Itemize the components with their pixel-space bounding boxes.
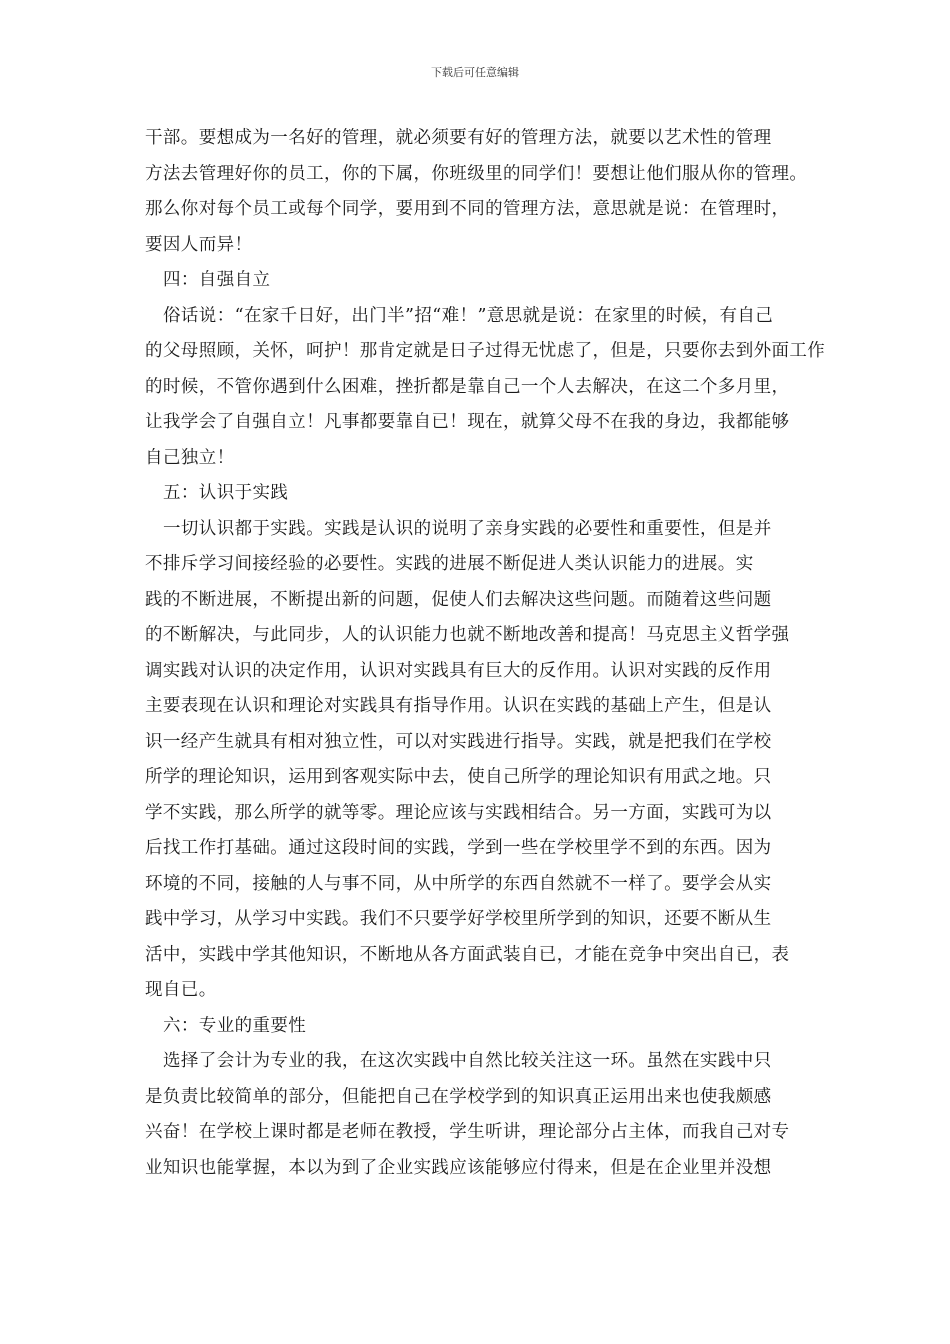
document-body: [145, 121, 825, 1186]
text-line: 调实践对认识的决定作用，认识对实践具有巨大的反作用。认识对实践的反作用: [145, 660, 772, 681]
text-line: 俗话说：“在家千日好，出门半”招“难！”意思就是说：在家里的时候，有自己: [163, 305, 774, 326]
text-line: 现自已。: [145, 980, 217, 1000]
text-line: 后找工作打基础。通过这段时间的实践，学到一些在学校里学不到的东西。因为: [145, 838, 772, 858]
text-line: 业知识也能掌握，本以为到了企业实践应该能够应付得来，但是在企业里并没想: [145, 1157, 772, 1178]
text-line: 主要表现在认识和理论对实践具有指导作用。认识在实践的基础上产生，但是认: [145, 696, 772, 716]
text-line: 四：自强自立: [163, 270, 271, 290]
text-line: 不排斥学习间接经验的必要性。实践的进展不断促进人类认识能力的进展。实: [145, 554, 754, 574]
text-line: 方法去管理好你的员工，你的下属，你班级里的同学们！要想让他们服从你的管理。: [145, 163, 808, 184]
text-line: 所学的理论知识，运用到客观实际中去，使自己所学的理论知识有用武之地。只: [145, 767, 772, 787]
text-line: 环境的不同，接触的人与事不同，从中所学的东西自然就不一样了。要学会从实: [145, 873, 772, 894]
text-line: 要因人而异！: [145, 234, 253, 255]
text-line: 的不断解决，与此同步，人的认识能力也就不断地改善和提高！马克思主义哲学强: [145, 625, 790, 645]
text-line: 六：专业的重要性: [163, 1015, 307, 1036]
text-line: 让我学会了自强自立！凡事都要靠自已！现在，就算父母不在我的身边，我都能够: [145, 412, 790, 432]
text-line: 践的不断进展，不断提出新的问题，促使人们去解决这些问题。而随着这些问题: [145, 589, 772, 610]
text-line: 识一经产生就具有相对独立性，可以对实践进行指导。实践，就是把我们在学校: [145, 731, 772, 752]
text-line: 一切认识都于实践。实践是认识的说明了亲身实践的必要性和重要性，但是并: [163, 518, 772, 539]
text-line: 五：认识于实践: [163, 483, 289, 503]
text-line: 是负责比较简单的部分，但能把自己在学校学到的知识真正运用出来也使我颇感: [145, 1086, 772, 1107]
text-line: 活中，实践中学其他知识，不断地从各方面武装自已，才能在竞争中突出自已，表: [145, 944, 790, 965]
text-line: 那么你对每个员工或每个同学，要用到不同的管理方法，意思就是说：在管理时，: [145, 199, 790, 219]
text-line: 践中学习，从学习中实践。我们不只要学好学校里所学到的知识，还要不断从生: [145, 909, 772, 929]
text-line: 的时候，不管你遇到什么困难，挫折都是靠自己一个人去解决，在这二个多月里，: [145, 376, 790, 397]
text-line: 的父母照顾，关怀，呵护！那肯定就是日子过得无忧虑了，但是，只要你去到外面工作: [145, 341, 826, 361]
text-line: 兴奋！在学校上课时都是老师在教授，学生听讲，理论部分占主体，而我自己对专: [145, 1122, 790, 1142]
text-line: 学不实践，那么所学的就等零。理论应该与实践相结合。另一方面，实践可为以: [145, 802, 772, 823]
page-header: 下载后可任意编辑: [431, 66, 519, 79]
text-line: 自己独立！: [145, 447, 235, 468]
text-line: 选择了会计为专业的我，在这次实践中自然比较关注这一环。虽然在实践中只: [163, 1051, 772, 1071]
text-line: 干部。要想成为一名好的管理，就必须要有好的管理方法，就要以艺术性的管理: [145, 128, 772, 148]
